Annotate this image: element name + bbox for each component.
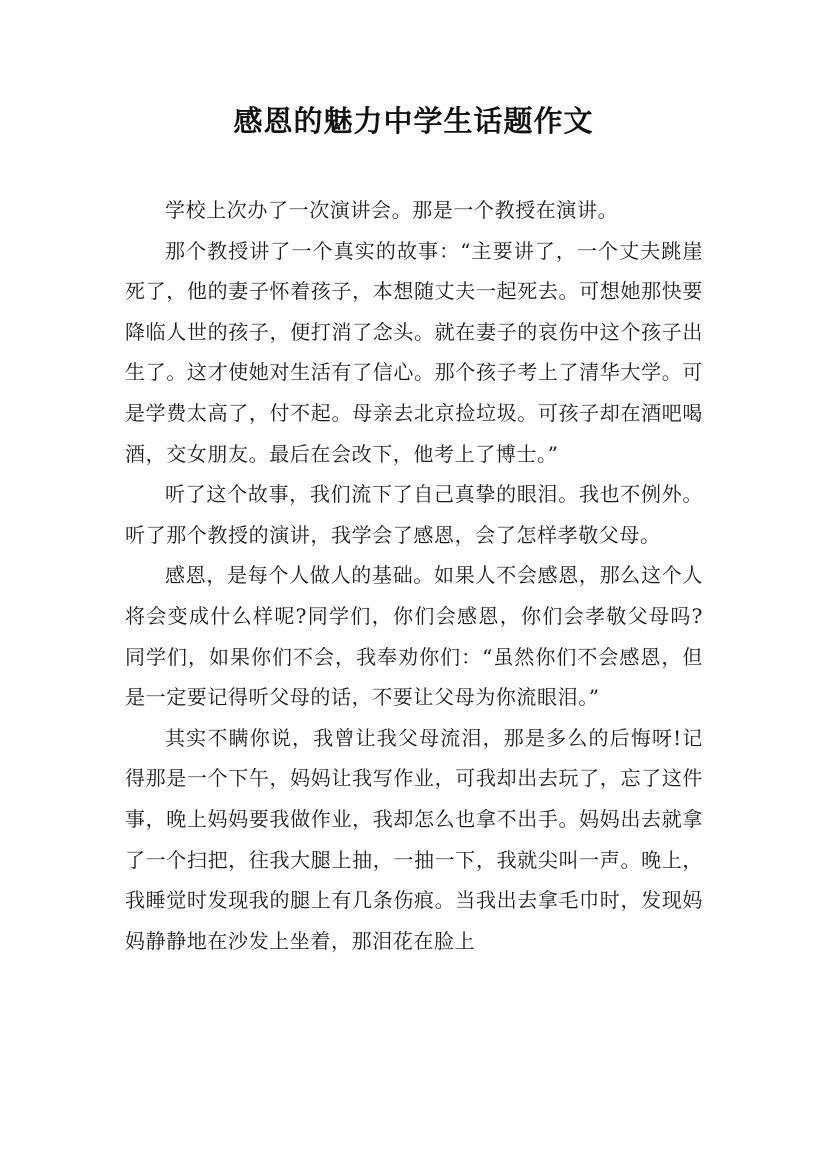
paragraph: 其实不瞒你说，我曾让我父母流泪，那是多么的后悔呀!记得那是一个下午，妈妈让我写作业，可我却出去玩了，忘了这件事，晚上妈妈要我做作业，我却怎么也拿不出手。妈妈出去就拿了一个扫把，往我大腿上抽，一抽一下，我就尖叫一声。晚上，我睡觉时发现我的腿上有几条伤痕。当我出去拿毛巾时，发现妈妈静静地在沙发上坐着，那泪花在脸上 bbox=[125, 725, 703, 953]
document-title: 感恩的魅力中学生话题作文 bbox=[233, 104, 594, 138]
paragraph: 那个教授讲了一个真实的故事：“主要讲了，一个丈夫跳崖死了，他的妻子怀着孩子，本想随丈夫一起死去。可想她那快要降临人世的孩子，便打消了念头。就在妻子的哀伤中这个孩子出生了。这才使她对生活有了信心。那个孩子考上了清华大学。可是学费太高了，付不起。母亲去北京捡垃圾。可孩子却在酒吧喝酒，交女朋友。最后在会改下，他考上了博士。” bbox=[125, 238, 703, 466]
paragraph: 学校上次办了一次演讲会。那是一个教授在演讲。 bbox=[165, 198, 619, 222]
paragraph: 听了这个故事，我们流下了自己真挚的眼泪。我也不例外。听了那个教授的演讲，我学会了感恩，会了怎样孝敬父母。 bbox=[125, 482, 703, 547]
document-body bbox=[125, 190, 703, 961]
paragraph: 感恩，是每个人做人的基础。如果人不会感恩，那么这个人将会变成什么样呢?同学们，你们会感恩，你们会孝敬父母吗?同学们，如果你们不会，我奉劝你们：“虽然你们不会感恩，但是一定要记得听父母的话，不要让父母为你流眼泪。” bbox=[125, 563, 703, 710]
